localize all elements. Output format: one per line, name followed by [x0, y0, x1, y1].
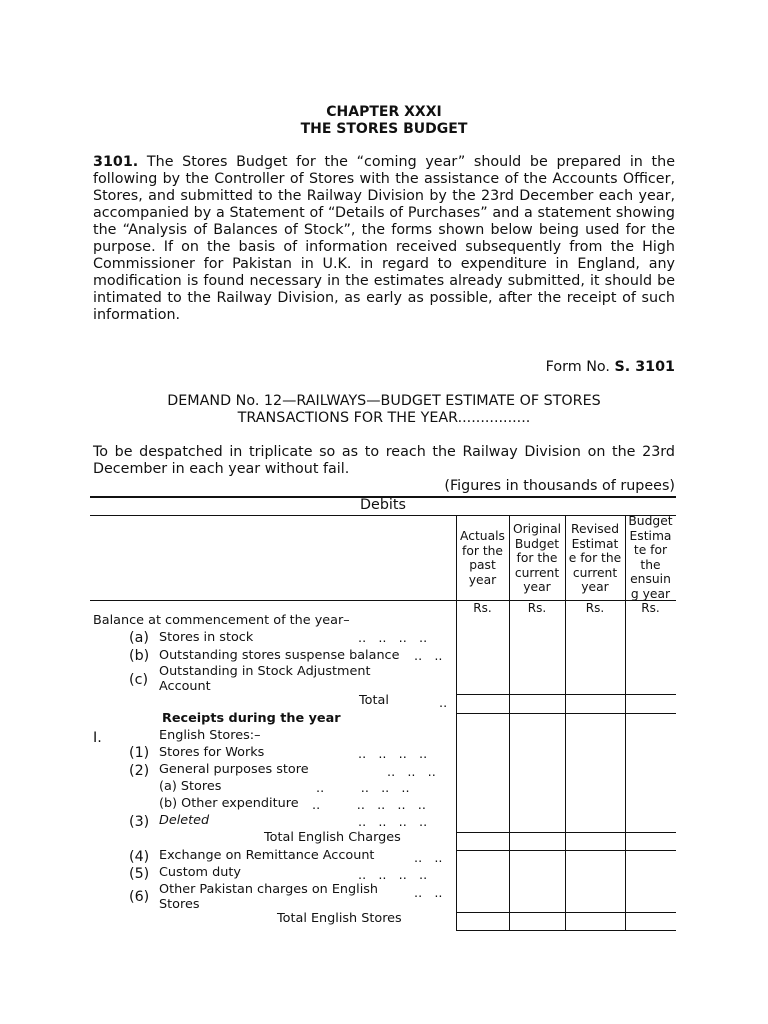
row-label-outstanding-suspense: Outstanding stores suspense balance [159, 648, 400, 663]
form-prefix: Form No. [545, 359, 610, 375]
header-line: Actuals [460, 529, 505, 543]
row-number: (2) [129, 763, 150, 779]
row-label-total: Total [359, 693, 389, 708]
leader-dots: .. .. [414, 886, 443, 901]
demand-title-line1: DEMAND No. 12—RAILWAYS—BUDGET ESTIMATE OF STORES [167, 393, 601, 409]
paragraph-3101 [93, 154, 675, 324]
header-line: Estima [629, 528, 672, 543]
paragraph-number: 3101. [93, 154, 139, 170]
leader-dots: .. .. .. .. [358, 815, 428, 830]
header-line: past [469, 558, 496, 572]
leader-dots: .. .. .. .. .. [312, 798, 426, 813]
row-label-stores: (a) Stores [159, 779, 222, 794]
row-number: (c) [129, 672, 149, 688]
column-header-original-budget [509, 522, 565, 595]
header-line: te for [633, 543, 668, 557]
debits-rule [90, 515, 676, 516]
header-line: year [468, 572, 497, 587]
header-line: Estimat [571, 536, 619, 551]
header-line: the [640, 557, 661, 572]
row-label-other-pakistan-charges-2: Stores [159, 897, 200, 912]
row-number: (5) [129, 866, 150, 882]
english-stores-rule-top [456, 912, 676, 913]
row-number: (1) [129, 745, 150, 761]
column-header-revised-estimate [565, 522, 625, 595]
total-rule-bottom [456, 713, 676, 714]
row-label-deleted: Deleted [159, 813, 210, 828]
total-rule-top [456, 694, 676, 695]
header-line: current [514, 565, 560, 580]
form-number [546, 359, 675, 375]
unit-revised: Rs. [585, 601, 605, 615]
row-label-total-english-charges: Total English Charges [264, 830, 401, 845]
row-label-stock-adjustment-2: Account [159, 679, 211, 694]
figures-note: (Figures in thousands of rupees) [444, 478, 675, 494]
english-stores-rule-bottom [456, 930, 676, 931]
english-charges-rule-bottom [456, 850, 676, 851]
chapter-number: CHAPTER XXXI [326, 104, 442, 120]
despatch-note: To be despatched in triplicate so as to reach the Railway Division on the 23rd December in each year without fail. [93, 444, 675, 477]
header-line: e for the [568, 551, 622, 565]
header-line: Budget [514, 536, 560, 551]
row-number: (b) [129, 648, 150, 664]
row-label-general-purposes: General purposes store [159, 762, 309, 777]
section-roman-numeral: I. [93, 730, 102, 746]
debits-heading: Debits [360, 497, 406, 513]
header-line: year [581, 580, 609, 594]
row-number: (4) [129, 849, 150, 865]
leader-dots: .. [439, 696, 448, 711]
unit-original: Rs. [527, 601, 547, 615]
header-line: for the [516, 551, 558, 565]
leader-dots: .. .. .. .. [358, 868, 428, 883]
row-label-stores-in-stock: Stores in stock [159, 630, 254, 645]
chapter-title: THE STORES BUDGET [300, 121, 468, 137]
row-label-custom-duty: Custom duty [159, 865, 241, 880]
header-line: Budget [628, 514, 673, 528]
unit-actuals: Rs. [473, 601, 492, 615]
header-line: year [523, 580, 551, 594]
row-label-total-english-stores: Total English Stores [277, 911, 402, 926]
unit-budget: Rs. [641, 601, 660, 615]
column-header-budget-estimate [625, 514, 676, 601]
header-line: ensuin [630, 572, 671, 586]
row-label-other-pakistan-charges: Other Pakistan charges on English [159, 882, 379, 897]
column-header-actuals [456, 529, 509, 587]
leader-dots: .. .. .. [387, 765, 436, 780]
demand-title-line2: TRANSACTIONS FOR THE YEAR................ [237, 410, 531, 426]
row-number: (3) [129, 814, 150, 830]
header-line: Original [512, 522, 562, 536]
balance-heading: Balance at commencement of the year– [93, 613, 350, 628]
header-line: current [572, 565, 618, 580]
form-code: S. 3101 [614, 359, 675, 375]
row-label-exchange-remittance: Exchange on Remittance Account [159, 848, 375, 863]
receipts-heading: Receipts during the year [162, 711, 341, 726]
leader-dots: .. .. .. .. [316, 781, 410, 796]
row-label-stores-for-works: Stores for Works [159, 745, 265, 760]
row-label-stock-adjustment: Outstanding in Stock Adjustment [159, 664, 371, 679]
leader-dots: .. .. [414, 649, 443, 664]
leader-dots: .. .. .. .. [358, 747, 428, 762]
paragraph-text: The Stores Budget for the “coming year” should be prepared in the following by the Controller of Stores with the assistance of the Accounts Officer, Stores, and submitted to the Railway Division by the 23rd December each year, accompanied by a Statement of “Details of Purchases” and a statement showing the “Analysis of Balances of Stock”, the forms shown below being used for the purpose. If on the basis of information received subsequently from the High Commissioner for Pakistan in U.K. in regard to expenditure in England, any modification is found necessary in the estimates already submitted, it should be intimated to the Railway Division, as early as possible, after the receipt of such information. [93, 154, 675, 323]
header-line: g year [630, 586, 671, 601]
english-stores-heading: English Stores:– [159, 728, 261, 743]
header-line: for the [462, 543, 503, 558]
row-number: (6) [129, 889, 150, 905]
leader-dots: .. .. [414, 851, 443, 866]
english-charges-rule-top [456, 832, 676, 833]
row-number: (a) [129, 630, 149, 646]
leader-dots: .. .. .. .. [358, 631, 428, 646]
header-line: Revised [570, 522, 620, 536]
row-label-other-expenditure: (b) Other expenditure [159, 796, 299, 811]
